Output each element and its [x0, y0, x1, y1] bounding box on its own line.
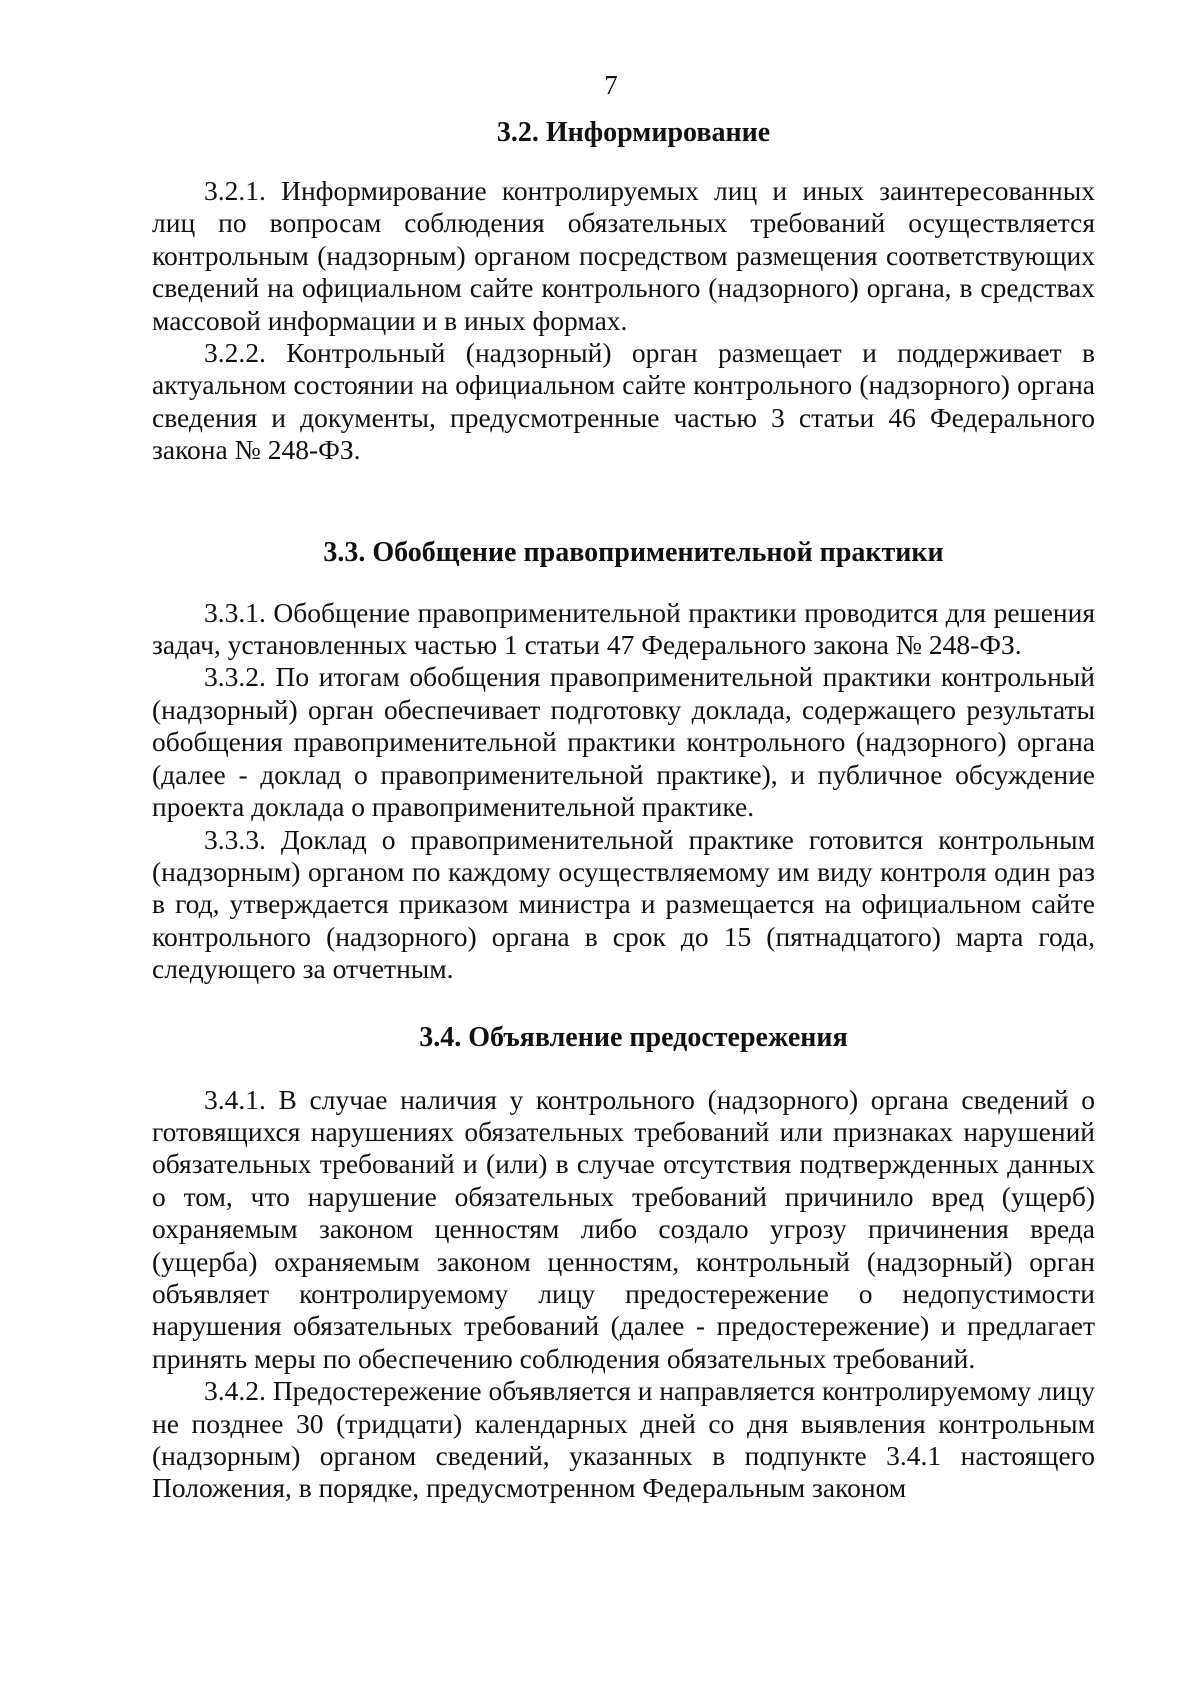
section-3-4: [152, 1022, 1095, 1505]
page-number: 7: [604, 70, 618, 100]
paragraph-3-2-1: 3.2.1. Информирование контролируемых лиц и иных заинтересованных лиц по вопросам соблюдения обязательных требований осуществляется контрольным (надзорным) органом посредством размещения соответствующих сведений на официальном сайте контрольного (надзорного) органа, в средствах массовой информации и в иных формах.: [152, 175, 1095, 336]
paragraph-3-4-1: 3.4.1. В случае наличия у контрольного (надзорного) органа сведений о готовящихся нарушениях обязательных требований или признаках нарушений обязательных требований и (или) в случае отсутствия подтвержденных данных о том, что нарушение обязательных требований причинило вред (ущерб) охраняемым законом ценностям либо создало угрозу причинения вреда (ущерба) охраняемым законом ценностям, контрольный (надзорный) орган объявляет контролируемому лицу предостережение о недопустимости нарушения обязательных требований (далее - предостережение) и предлагает принять меры по обеспечению соблюдения обязательных требований.: [152, 1083, 1095, 1374]
paragraph-3-2-2: 3.2.2. Контрольный (надзорный) орган размещает и поддерживает в актуальном состоянии на официальном сайте контрольного (надзорного) органа сведения и документы, предусмотренные частью 3 статьи 46 Федерального закона № 248-ФЗ.: [152, 337, 1095, 466]
document-body: [152, 117, 1095, 1505]
paragraph-3-4-2: 3.4.2. Предостережение объявляется и направляется контролируемому лицу не позднее 30 (тридцати) календарных дней со дня выявления контрольным (надзорным) органом сведений, указанных в подпункте 3.4.1 настоящего Положения, в порядке, предусмотренном Федеральным законом: [152, 1375, 1095, 1504]
section-heading: 3.4. Объявление предостережения: [419, 1021, 848, 1053]
paragraph-3-3-2: 3.3.2. По итогам обобщения правоприменительной практики контрольный (надзорный) орган обеспечивает подготовку доклада, содержащего результаты обобщения правоприменительной практики контрольного (надзорного) органа (далее - доклад о правоприменительной практике), и публичное обсуждение проекта доклада о правоприменительной практике.: [152, 661, 1095, 823]
paragraph-3-3-1: 3.3.1. Обобщение правоприменительной практики проводится для решения задач, установленных частью 1 статьи 47 Федерального закона № 248-ФЗ.: [152, 596, 1095, 661]
section-3-3: [152, 537, 1095, 986]
paragraph-3-3-3: 3.3.3. Доклад о правоприменительной практике готовится контрольным (надзорным) органом по каждому осуществляемому им виду контроля один раз в год, утверждается приказом министра и размещается на официальном сайте контрольного (надзорного) органа в срок до 15 (пятнадцатого) марта года, следующего за отчетным.: [152, 823, 1095, 985]
section-heading: 3.2. Информирование: [496, 117, 771, 148]
section-heading: 3.3. Обобщение правоприменительной практики: [323, 536, 944, 568]
section-3-2: [152, 117, 1095, 467]
